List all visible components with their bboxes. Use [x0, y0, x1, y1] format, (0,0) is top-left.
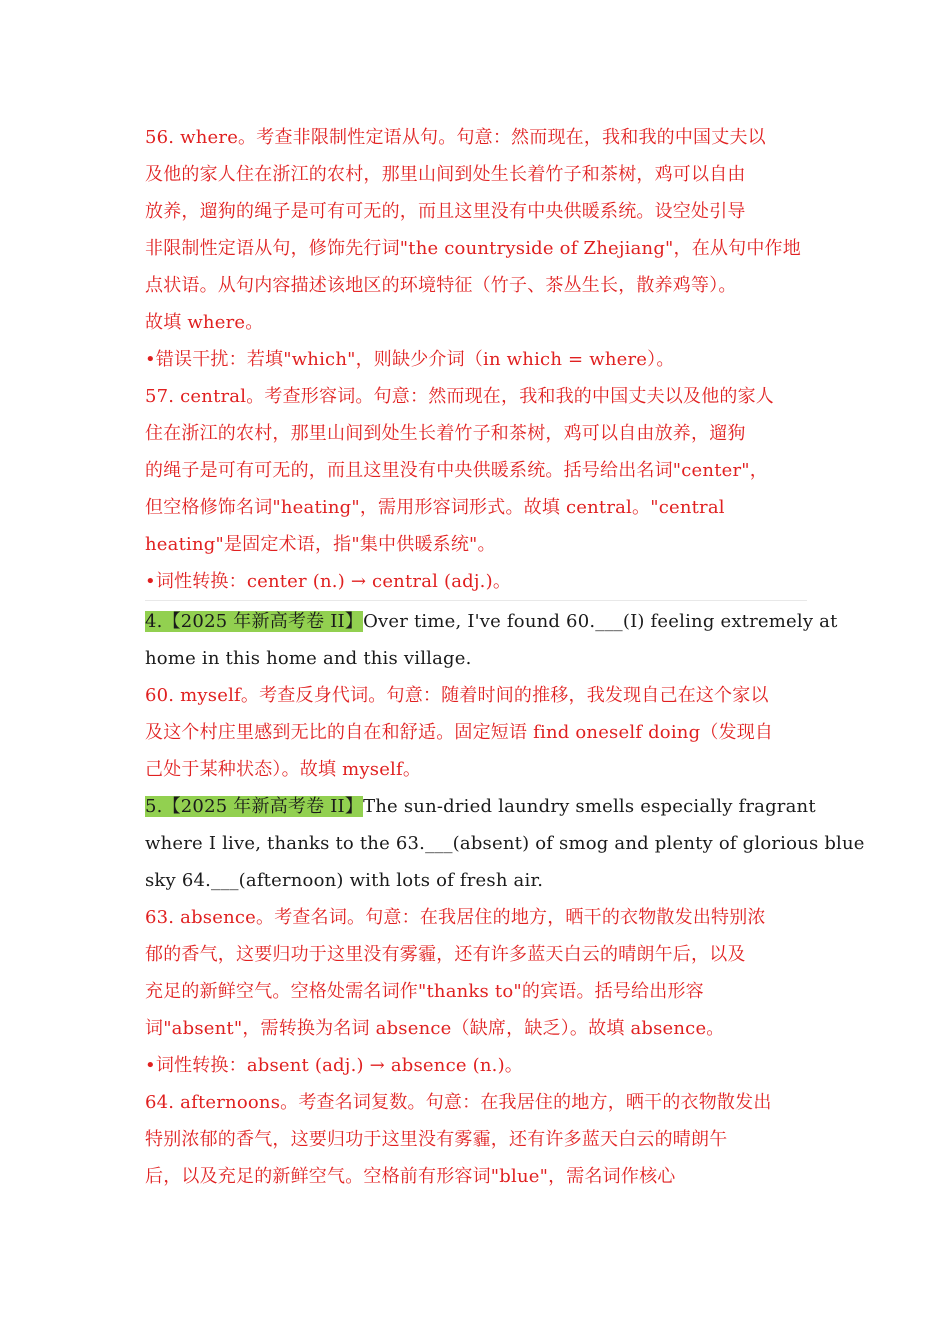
- answer-line: 后，以及充足的新鲜空气。空格前有形容词"blue"，需名词作核心: [145, 1166, 676, 1187]
- question-4: [145, 603, 838, 677]
- section-divider: [145, 600, 807, 601]
- answer-line: 故填 where。: [145, 312, 264, 333]
- answer-line: 的绳子是可有可无的，而且这里没有中央供暖系统。括号给出名词"center"，: [145, 460, 768, 481]
- answer-line: 非限制性定语从句，修饰先行词"the countryside of Zhejiang"，在从句中作地: [145, 238, 801, 259]
- answer-note: •词性转换：center (n.) → central (adj.)。: [145, 571, 512, 592]
- question-text: The sun-dried laundry smells especially fragrant: [363, 796, 816, 817]
- answer-line: 60. myself。考查反身代词。句意：随着时间的推移，我发现自己在这个家以: [145, 685, 769, 706]
- answer-64: [145, 1084, 807, 1195]
- question-line: [145, 603, 838, 640]
- answer-line: 放养，遛狗的绳子是可有可无的，而且这里没有中央供暖系统。设空处引导: [145, 201, 746, 222]
- question-number: 4.: [145, 611, 163, 632]
- answer-note: •错误干扰：若填"which"，则缺少介词（in which = where）。: [145, 349, 675, 370]
- answer-line: 57. central。考查形容词。句意：然而现在，我和我的中国丈夫以及他的家人: [145, 386, 774, 407]
- answer-line: 及这个村庄里感到无比的自在和舒适。固定短语 find oneself doing（发现自: [145, 722, 774, 743]
- answer-57: [145, 378, 807, 600]
- answer-63: [145, 899, 807, 1084]
- page-content: [145, 119, 865, 1195]
- answer-line: 住在浙江的农村，那里山间到处生长着竹子和茶树，鸡可以自由放养，遛狗: [145, 423, 746, 444]
- answer-line: 词"absent"，需转换为名词 absence（缺席，缺乏）。故填 absence。: [145, 1018, 725, 1039]
- answer-line: 己处于某种状态）。故填 myself。: [145, 759, 422, 780]
- answer-line: 但空格修饰名词"heating"，需用形容词形式。故填 central。"central: [145, 497, 725, 518]
- question-line: [145, 788, 816, 825]
- question-source-tag: 【2025 年新高考卷 II】: [162, 611, 364, 632]
- answer-line: heating"是固定术语，指"集中供暖系统"。: [145, 534, 496, 555]
- question-text: Over time, I've found 60.___(I) feeling extremely at: [363, 611, 838, 632]
- answer-line: 充足的新鲜空气。空格处需名词作"thanks to"的宾语。括号给出形容: [145, 981, 704, 1002]
- answer-line: 郁的香气，这要归功于这里没有雾霾，还有许多蓝天白云的晴朗午后，以及: [145, 944, 746, 965]
- question-number: 5.: [145, 796, 163, 817]
- answer-line: 64. afternoons。考查名词复数。句意：在我居住的地方，晒干的衣物散发出: [145, 1092, 772, 1113]
- answer-line: 及他的家人住在浙江的农村，那里山间到处生长着竹子和茶树，鸡可以自由: [145, 164, 746, 185]
- answer-60: [145, 677, 807, 788]
- answer-line: 特别浓郁的香气，这要归功于这里没有雾霾，还有许多蓝天白云的晴朗午: [145, 1129, 728, 1150]
- answer-56: [145, 119, 807, 378]
- answer-note: •词性转换：absent (adj.) → absence (n.)。: [145, 1055, 523, 1076]
- question-source-tag: 【2025 年新高考卷 II】: [162, 796, 364, 817]
- question-line: sky 64.___(afternoon) with lots of fresh air.: [145, 870, 544, 891]
- question-line: home in this home and this village.: [145, 648, 472, 669]
- answer-line: 56. where。考查非限制性定语从句。句意：然而现在，我和我的中国丈夫以: [145, 127, 766, 148]
- answer-line: 63. absence。考查名词。句意：在我居住的地方，晒干的衣物散发出特别浓: [145, 907, 766, 928]
- question-line: where I live, thanks to the 63.___(absent) of smog and plenty of glorious blue: [145, 833, 865, 854]
- question-5: [145, 788, 865, 899]
- answer-line: 点状语。从句内容描述该地区的环境特征（竹子、茶丛生长，散养鸡等）。: [145, 275, 737, 296]
